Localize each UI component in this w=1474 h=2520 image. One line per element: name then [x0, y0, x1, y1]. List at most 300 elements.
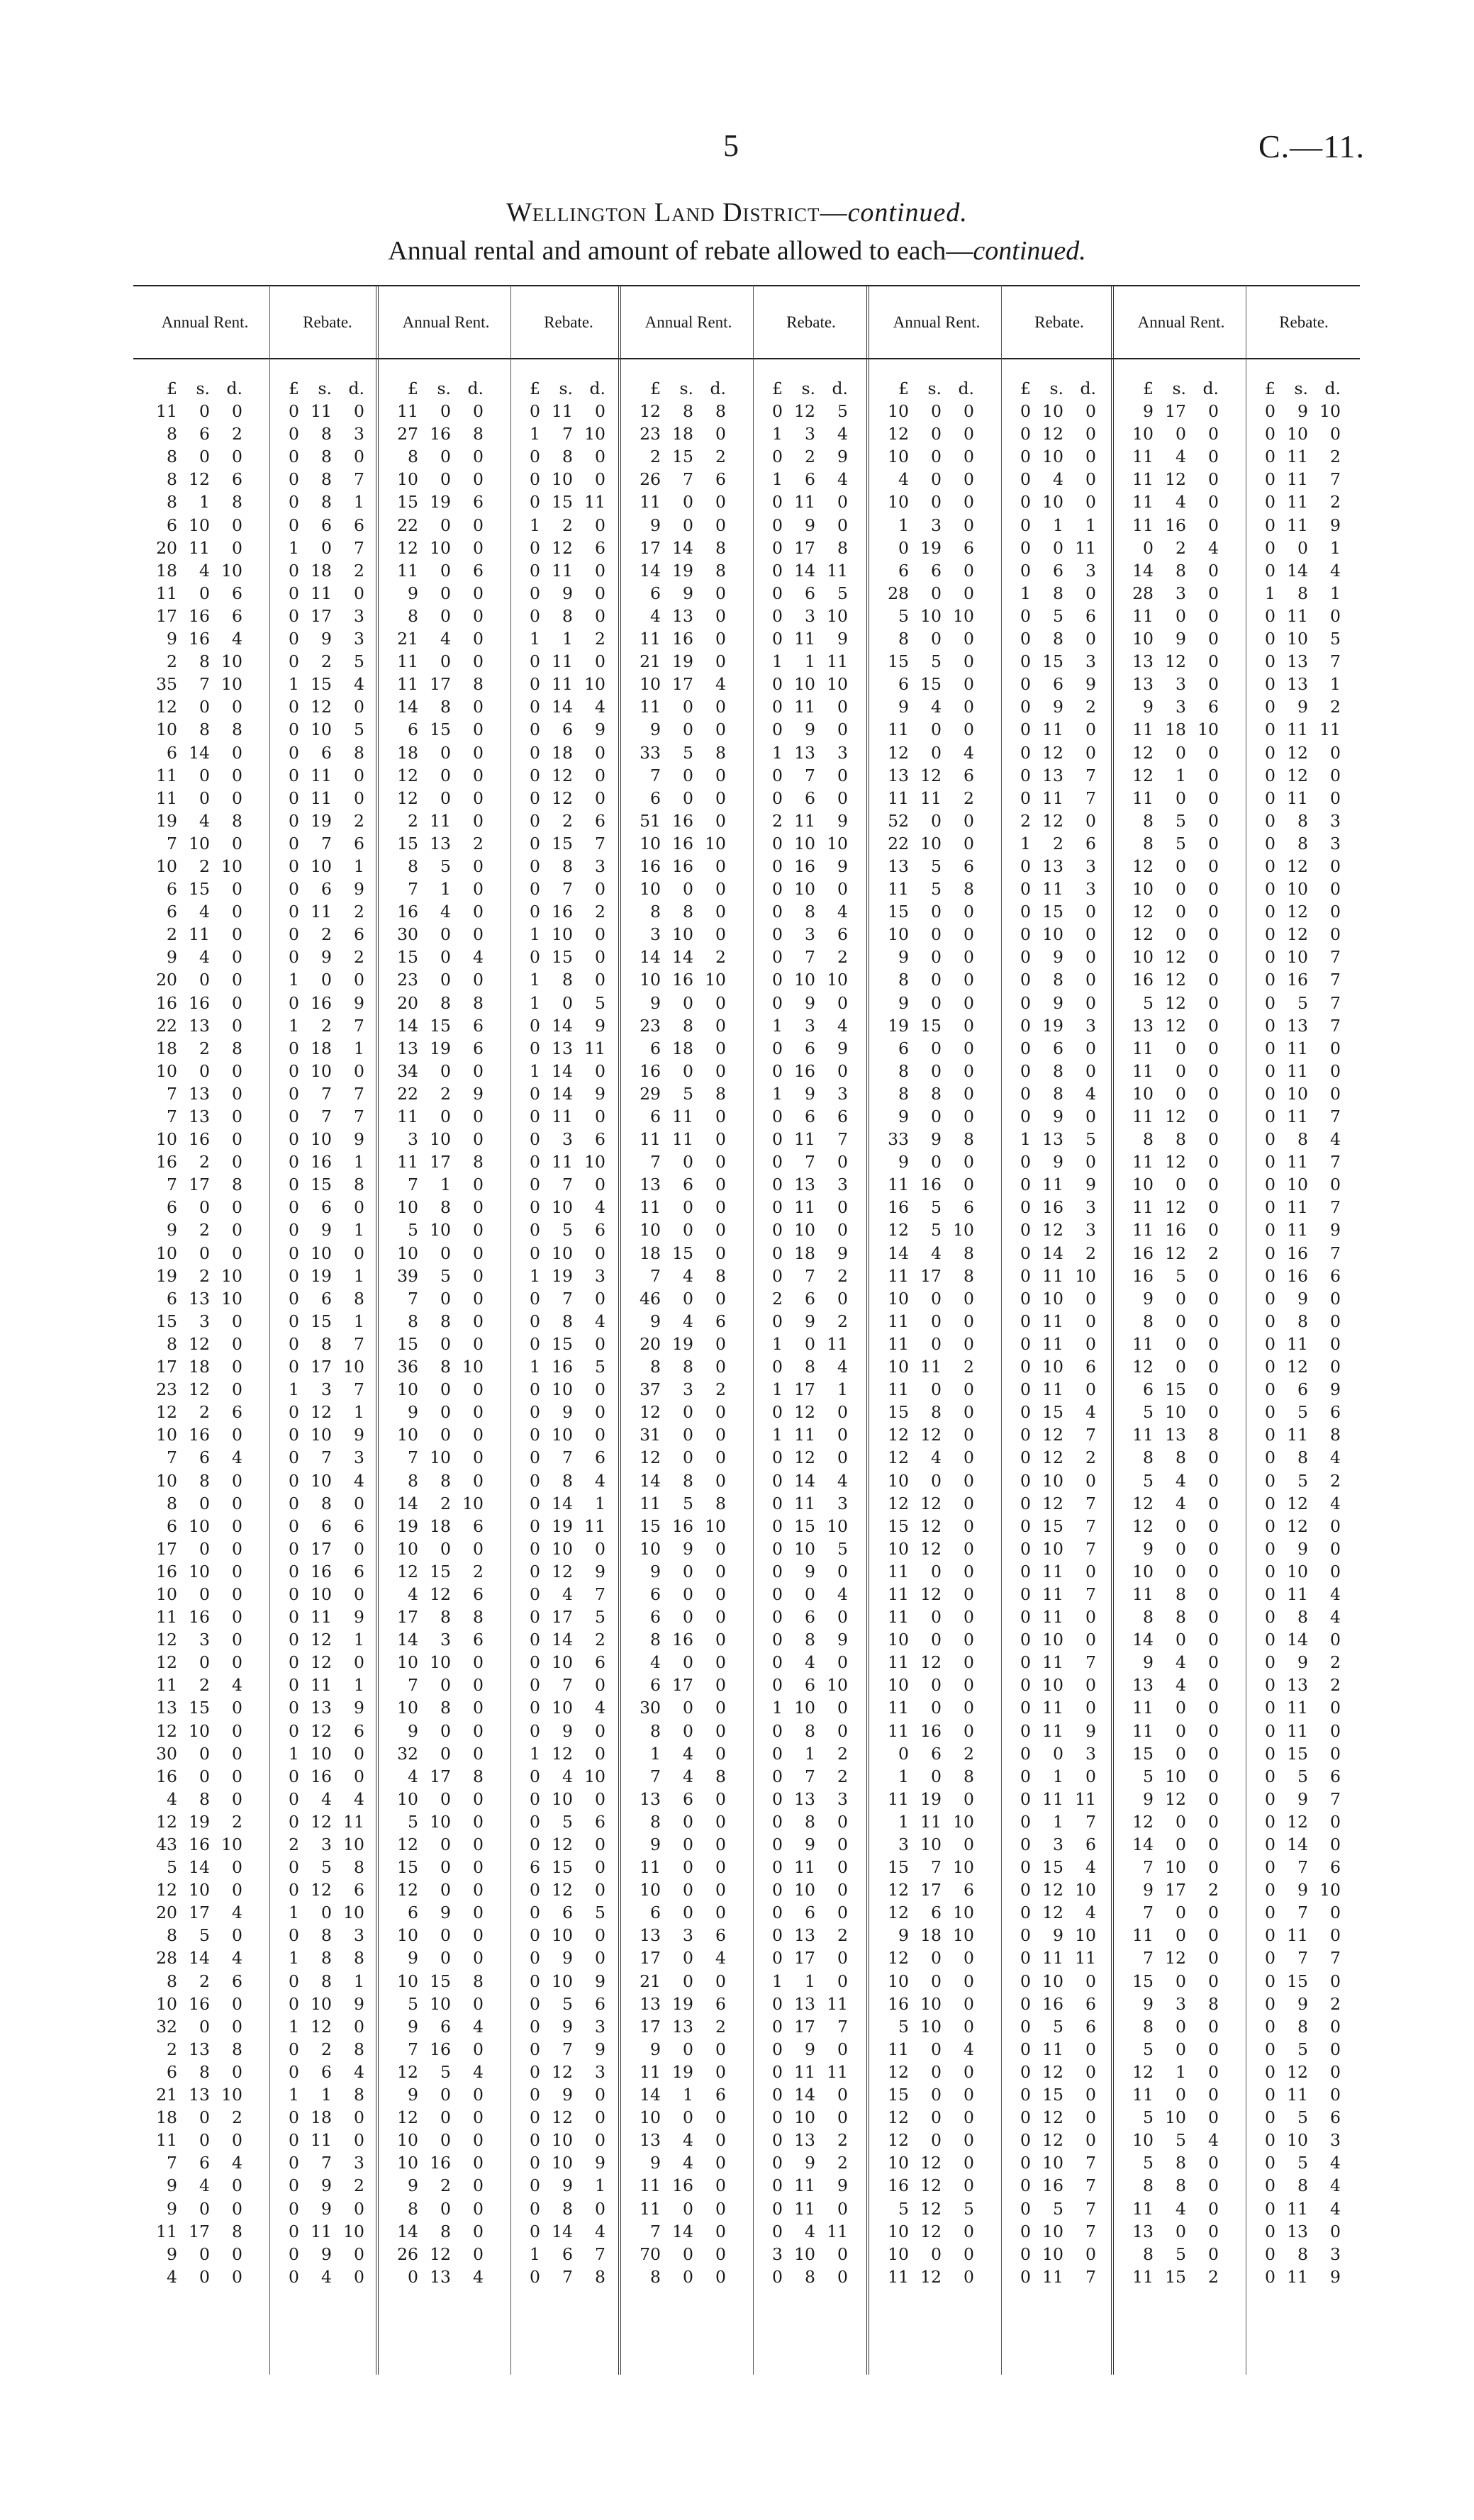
amount-cell: 8 16 0	[650, 1630, 726, 1650]
amount-cell: 0 10 5	[1265, 629, 1341, 649]
amount-cell: 0 15 0	[530, 947, 605, 968]
amount-cell: 0 13 3	[772, 1175, 848, 1195]
amount-cell: 0 11 1	[289, 1675, 364, 1696]
title-continued: continued.	[847, 198, 968, 228]
amount-cell: 0 18 9	[772, 1243, 848, 1263]
amount-cell: 0 15 0	[1020, 2085, 1096, 2105]
amount-cell: 9 6 4	[408, 2016, 484, 2037]
amount-cell: 5 10 10	[898, 605, 974, 626]
amount-cell: 0 7 8	[530, 2266, 605, 2287]
amount-cell: 11 5 8	[640, 1493, 726, 1513]
amount-cell: 0 10 0	[772, 1220, 848, 1241]
amount-cell: 0 10 9	[530, 2153, 605, 2173]
amount-cell: 28 14 4	[156, 1948, 242, 1969]
amount-cell: 0 8 0	[772, 1811, 848, 1832]
amount-cell: 0 7 0	[530, 1288, 605, 1309]
amount-cell: 0 12 0	[1020, 742, 1096, 763]
amount-cell: 10 0 0	[888, 1675, 974, 1696]
amount-cell: 1 14 0	[530, 1060, 605, 1081]
amount-cell: 0 12 0	[530, 2107, 605, 2128]
amount-cell: 10 16 10	[640, 970, 726, 990]
amount-cell: 5 10 0	[408, 1811, 484, 1832]
amount-cell: 0 8 1	[289, 492, 364, 513]
amount-cell: 11 0 4	[888, 2039, 974, 2059]
amount-cell: 0 18 2	[289, 560, 364, 581]
amount-cell: 0 12 7	[1020, 1425, 1096, 1445]
amount-cell: 0 10 0	[1265, 1083, 1341, 1104]
amount-cell: 0 9 2	[1265, 1652, 1341, 1673]
amount-cell: 11 4 0	[1132, 2198, 1219, 2219]
amount-cell: 0 11 11	[1265, 719, 1341, 740]
amount-cell: 16 16 0	[156, 992, 242, 1013]
amount-cell: 0 11 7	[1265, 469, 1341, 490]
amount-cell: 0 2 8	[289, 2039, 364, 2059]
amount-cell: 0 6 0	[289, 1197, 364, 1218]
amount-cell: 12 0 0	[640, 1447, 726, 1468]
amount-cell: 10 0 0	[640, 879, 726, 900]
amount-cell: 0 12 0	[1265, 2061, 1341, 2082]
amount-cell: 0 11 10	[530, 674, 605, 695]
amount-cell: 0 12 0	[772, 1402, 848, 1423]
amount-cell: 0 8 0	[530, 2198, 605, 2219]
amount-cell: 0 10 0	[530, 1379, 605, 1400]
amount-cell: 23 12 0	[156, 1379, 242, 1400]
amount-cell: 9 0 0	[650, 719, 726, 740]
amount-cell: 37 3 2	[640, 1379, 726, 1400]
amount-cell: 12 1 0	[1132, 765, 1219, 785]
amount-cell: 11 16 0	[888, 1720, 974, 1741]
amount-cell: 11 0 0	[1132, 2085, 1219, 2105]
amount-cell: 0 5 6	[1265, 2107, 1341, 2128]
amount-cell: 0 10 0	[1265, 1561, 1341, 1581]
amount-cell: 0 0 4	[772, 1584, 848, 1604]
amount-cell: 0 11 0	[772, 1197, 848, 1218]
units-row: £ s. d.	[1020, 379, 1096, 398]
amount-cell: 0 11 0	[1265, 605, 1341, 626]
amount-cell: 13 15 0	[156, 1698, 242, 1718]
amount-cell: 10 8 0	[397, 1197, 484, 1218]
amount-cell: 6 4 0	[167, 902, 242, 922]
amount-cell: 30 0 0	[397, 924, 484, 945]
amount-cell: 6 0 0	[650, 1903, 726, 1923]
amount-cell: 6 18 0	[650, 1038, 726, 1058]
amount-cell: 0 16 2	[530, 902, 605, 922]
amount-cell: 8 0 0	[898, 970, 974, 990]
amount-cell: 0 13 1	[1265, 674, 1341, 695]
amount-cell: 0 12 0	[530, 1880, 605, 1900]
amount-cell: 0 9 10	[1265, 401, 1341, 422]
amount-cell: 1 0 8	[898, 1766, 974, 1786]
amount-cell: 0 9 0	[772, 2039, 848, 2059]
amount-cell: 7 4 8	[650, 1766, 726, 1786]
amount-cell: 7 10 0	[167, 833, 242, 853]
amount-cell: 0 10 9	[530, 1971, 605, 1991]
amount-cell: 6 15 0	[408, 719, 484, 740]
amount-cell: 10 8 8	[156, 719, 242, 740]
amount-cell: 1 0 0	[289, 970, 364, 990]
amount-cell: 0 12 0	[1020, 424, 1096, 444]
amount-cell: 10 0 0	[397, 1788, 484, 1809]
amount-cell: 8 0 0	[650, 1720, 726, 1741]
amount-cell: 0 16 6	[289, 1561, 364, 1581]
amount-cell: 6 10 0	[167, 1516, 242, 1536]
amount-cell: 0 8 0	[772, 2266, 848, 2287]
amount-cell: 0 14 0	[1265, 1835, 1341, 1854]
amount-cell: 5 10 0	[1143, 2107, 1219, 2128]
amount-cell: 0 6 4	[289, 2061, 364, 2082]
amount-cell: 0 12 0	[1020, 2107, 1096, 2128]
amount-cell: 5 8 0	[1143, 2153, 1219, 2173]
amount-cell: 0 6 2	[898, 1743, 974, 1764]
amount-cell: 0 8 0	[289, 1493, 364, 1513]
amount-cell: 0 2 6	[289, 924, 364, 945]
amount-cell: 0 10 0	[1020, 924, 1096, 945]
amount-cell: 15 13 2	[397, 833, 484, 853]
amount-cell: 0 9 0	[1020, 992, 1096, 1013]
amount-cell: 11 4 0	[1132, 447, 1219, 467]
amount-cell: 0 9 0	[530, 1948, 605, 1969]
amount-cell: 8 2 6	[167, 1971, 242, 1991]
amount-cell: 1 0 5	[530, 992, 605, 1013]
amount-cell: 14 4 8	[888, 1243, 974, 1263]
amount-cell: 11 19 0	[888, 1788, 974, 1809]
amount-cell: 0 11 7	[1265, 1152, 1341, 1172]
amount-cell: 0 11 11	[1020, 1948, 1096, 1969]
amount-cell: 31 0 0	[640, 1425, 726, 1445]
amount-cell: 0 16 1	[289, 1152, 364, 1172]
amount-cell: 10 16 0	[156, 1993, 242, 2014]
amount-cell: 1 2 0	[530, 515, 605, 535]
amount-cell: 0 8 4	[1265, 1447, 1341, 1468]
amount-cell: 1 11 10	[898, 1811, 974, 1832]
amount-cell: 0 12 4	[1020, 1903, 1096, 1923]
amount-cell: 0 5 6	[530, 1811, 605, 1832]
amount-cell: 0 7 0	[530, 879, 605, 900]
amount-cell: 13 19 6	[397, 1038, 484, 1058]
amount-cell: 5 10 0	[1143, 1402, 1219, 1423]
amount-cell: 0 11 9	[1265, 515, 1341, 535]
amount-cell: 0 9 0	[1265, 1288, 1341, 1309]
amount-cell: 0 11 4	[1265, 1584, 1341, 1604]
amount-cell: 7 6 4	[167, 2153, 242, 2173]
amount-cell: 17 0 4	[640, 1948, 726, 1969]
amount-cell: 0 10 0	[772, 879, 848, 900]
amount-cell: 0 7 0	[530, 1675, 605, 1696]
amount-cell: 0 10 4	[530, 1197, 605, 1218]
amount-cell: 9 0 0	[650, 1561, 726, 1581]
amount-cell: 0 11 9	[289, 1607, 364, 1628]
amount-cell: 0 11 0	[1020, 719, 1096, 740]
amount-cell: 12 0 0	[397, 1835, 484, 1854]
amount-cell: 8 12 6	[167, 469, 242, 490]
amount-cell: 0 9 3	[530, 2016, 605, 2037]
amount-cell: 8 0 0	[650, 2266, 726, 2287]
amount-cell: 0 14 4	[1265, 560, 1341, 581]
amount-cell: 1 3 0	[898, 515, 974, 535]
amount-cell: 11 16 0	[640, 2175, 726, 2196]
amount-cell: 12 3 0	[156, 1630, 242, 1650]
amount-cell: 0 11 0	[1020, 1311, 1096, 1331]
amount-cell: 0 6 6	[772, 1107, 848, 1126]
amount-cell: 0 9 0	[772, 992, 848, 1013]
amount-cell: 12 10 0	[156, 1880, 242, 1900]
amount-cell: 10 0 0	[888, 1971, 974, 1991]
amount-cell: 10 0 0	[1132, 1561, 1219, 1581]
amount-cell: 0 11 10	[289, 2221, 364, 2241]
amount-cell: 13 6 0	[640, 1175, 726, 1195]
amount-cell: 0 11 0	[1265, 1720, 1341, 1741]
amount-cell: 0 7 7	[289, 1107, 364, 1126]
amount-cell: 1 2 7	[289, 1015, 364, 1036]
amount-cell: 0 12 0	[1265, 1357, 1341, 1377]
amount-cell: 11 16 0	[1132, 1220, 1219, 1241]
amount-cell: 7 0 0	[1143, 1903, 1219, 1923]
amount-cell: 0 6 10	[772, 1675, 848, 1696]
amount-cell: 10 0 0	[1132, 424, 1219, 444]
amount-cell: 8 8 0	[1143, 1607, 1219, 1628]
amount-cell: 12 0 0	[888, 1948, 974, 1969]
amount-cell: 0 11 7	[1020, 2266, 1096, 2287]
amount-cell: 2 11 0	[167, 924, 242, 945]
amount-cell: 7 14 0	[650, 2221, 726, 2241]
header-rebate: Rebate.	[786, 313, 836, 331]
amount-cell: 11 19 0	[640, 2061, 726, 2082]
amount-cell: 9 17 0	[1143, 401, 1219, 422]
amount-cell: 0 14 4	[530, 2221, 605, 2241]
amount-cell: 0 6 0	[1020, 1038, 1096, 1058]
amount-cell: 0 9 1	[530, 2175, 605, 2196]
amount-cell: 52 0 0	[888, 810, 974, 831]
amount-cell: 1 12 0	[530, 1743, 605, 1764]
amount-cell: 6 9 0	[650, 583, 726, 603]
amount-cell: 11 12 0	[1132, 1107, 1219, 1126]
amount-cell: 0 10 0	[772, 1880, 848, 1900]
amount-cell: 20 0 0	[156, 970, 242, 990]
amount-cell: 4 0 0	[650, 1652, 726, 1673]
amount-cell: 0 11 0	[289, 583, 364, 603]
amount-cell: 0 11 0	[1020, 1333, 1096, 1354]
amount-cell: 11 2 4	[156, 1675, 242, 1696]
amount-cell: 13 3 0	[1132, 674, 1219, 695]
amount-cell: 0 13 3	[1020, 856, 1096, 876]
amount-cell: 9 17 2	[1143, 1880, 1219, 1900]
amount-cell: 0 10 10	[772, 674, 848, 695]
amount-cell: 0 11 0	[530, 651, 605, 672]
amount-cell: 0 11 0	[1265, 1038, 1341, 1058]
amount-cell: 12 0 0	[1132, 1516, 1219, 1536]
amount-cell: 36 8 10	[397, 1357, 484, 1377]
amount-cell: 6 0 0	[167, 1197, 242, 1218]
amount-cell: 9 0 0	[1143, 1538, 1219, 1559]
amount-cell: 0 16 9	[289, 992, 364, 1013]
amount-cell: 0 15 0	[530, 1333, 605, 1354]
amount-cell: 10 12 0	[888, 2221, 974, 2241]
amount-cell: 15 0 0	[1132, 1971, 1219, 1991]
amount-cell: 0 11 0	[1020, 1561, 1096, 1581]
amount-cell: 11 18 10	[1132, 719, 1219, 740]
amount-cell: 21 4 0	[397, 629, 484, 649]
amount-cell: 16 0 0	[640, 1060, 726, 1081]
amount-cell: 6 0 0	[650, 1584, 726, 1604]
amount-cell: 6 10 0	[167, 515, 242, 535]
amount-cell: 11 16 0	[1132, 515, 1219, 535]
amount-cell: 0 10 0	[1020, 2244, 1096, 2264]
amount-cell: 11 0 0	[640, 492, 726, 513]
amount-cell: 0 9 2	[289, 947, 364, 968]
amount-cell: 0 13 0	[1265, 2221, 1341, 2241]
amount-cell: 0 5 6	[530, 1220, 605, 1241]
amount-cell: 10 0 0	[888, 2244, 974, 2264]
amount-cell: 4 13 0	[650, 605, 726, 626]
amount-cell: 26 7 6	[640, 469, 726, 490]
amount-cell: 0 12 0	[1020, 2061, 1096, 2082]
amount-cell: 11 0 0	[1132, 788, 1219, 808]
amount-cell: 0 11 0	[1265, 1060, 1341, 1081]
amount-cell: 7 13 0	[167, 1107, 242, 1126]
amount-cell: 0 9 0	[772, 1561, 848, 1581]
amount-cell: 14 15 6	[397, 1015, 484, 1036]
amount-cell: 13 4 0	[640, 2130, 726, 2151]
amount-cell: 1 8 1	[1265, 583, 1341, 603]
amount-cell: 0 13 7	[1265, 1015, 1341, 1036]
amount-cell: 0 6 5	[530, 1903, 605, 1923]
amount-cell: 6 0 0	[898, 1038, 974, 1058]
amount-cell: 2 8 10	[167, 651, 242, 672]
amount-cell: 17 18 0	[156, 1357, 242, 1377]
amount-cell: 6 15 0	[898, 674, 974, 695]
amount-cell: 12 1 0	[1132, 2061, 1219, 2082]
amount-cell: 0 9 0	[289, 2198, 364, 2219]
amount-cell: 0 14 4	[530, 697, 605, 717]
amount-cell: 30 0 0	[640, 1698, 726, 1718]
amount-cell: 12 0 0	[397, 2107, 484, 2128]
amount-cell: 0 7 3	[289, 1447, 364, 1468]
amount-cell: 11 17 8	[888, 1265, 974, 1286]
amount-cell: 11 0 0	[888, 1698, 974, 1718]
amount-cell: 29 5 8	[640, 1083, 726, 1104]
amount-cell: 16 12 0	[888, 2175, 974, 2196]
amount-cell: 2 12 0	[1020, 810, 1096, 831]
amount-cell: 0 11 0	[1020, 1698, 1096, 1718]
amount-cell: 0 9 0	[1020, 1152, 1096, 1172]
header-annual-rent: Annual Rent.	[402, 313, 490, 331]
amount-cell: 0 10 0	[772, 2107, 848, 2128]
amount-cell: 6 17 0	[650, 1675, 726, 1696]
amount-cell: 20 11 0	[156, 537, 242, 558]
amount-cell: 1 8 0	[530, 970, 605, 990]
amount-cell: 0 11 0	[1265, 788, 1341, 808]
amount-cell: 0 10 6	[530, 1652, 605, 1673]
amount-cell: 5 4 0	[1143, 1470, 1219, 1491]
amount-cell: 0 6 9	[289, 879, 364, 900]
amount-cell: 10 0 0	[397, 2130, 484, 2151]
units-row: £ s. d.	[167, 379, 242, 398]
header-annual-rent: Annual Rent.	[893, 313, 981, 331]
amount-cell: 8 1 8	[167, 492, 242, 513]
amount-cell: 0 10 0	[1020, 1630, 1096, 1650]
amount-cell: 0 11 8	[1265, 1425, 1341, 1445]
amount-cell: 10 16 0	[156, 1129, 242, 1150]
amount-cell: 1 11 0	[772, 1425, 848, 1445]
amount-cell: 6 15 0	[167, 879, 242, 900]
amount-cell: 1 0 10	[289, 1903, 364, 1923]
amount-cell: 1 1 2	[530, 629, 605, 649]
amount-cell: 0 1 0	[1020, 1766, 1096, 1786]
amount-cell: 4 12 6	[408, 1584, 484, 1604]
amount-cell: 10 0 0	[888, 1288, 974, 1309]
amount-cell: 0 18 1	[289, 1038, 364, 1058]
amount-cell: 0 6 9	[772, 1038, 848, 1058]
amount-cell: 8 5 0	[408, 856, 484, 876]
amount-cell: 19 18 6	[397, 1516, 484, 1536]
amount-cell: 7 0 0	[650, 765, 726, 785]
amount-cell: 0 10 0	[1020, 1675, 1096, 1696]
amount-cell: 16 10 0	[156, 1561, 242, 1581]
amount-cell: 0 6 9	[530, 719, 605, 740]
header-rebate: Rebate.	[1034, 313, 1084, 331]
amount-cell: 10 0 0	[397, 1243, 484, 1263]
amount-cell: 0 4 0	[772, 1652, 848, 1673]
amount-cell: 0 11 10	[1020, 1265, 1096, 1286]
amount-cell: 0 16 3	[1020, 1197, 1096, 1218]
amount-cell: 10 12 0	[1132, 947, 1219, 968]
amount-cell: 0 9 2	[772, 1311, 848, 1331]
amount-cell: 9 0 0	[898, 992, 974, 1013]
amount-cell: 0 12 0	[1265, 742, 1341, 763]
amount-cell: 0 13 2	[772, 1925, 848, 1946]
amount-cell: 5 12 5	[898, 2198, 974, 2219]
amount-cell: 7 1 0	[408, 1175, 484, 1195]
amount-cell: 0 10 0	[289, 1060, 364, 1081]
amount-cell: 6 0 0	[650, 788, 726, 808]
amount-cell: 2 6 0	[772, 1288, 848, 1309]
amount-cell: 0 10 10	[772, 970, 848, 990]
amount-cell: 0 8 0	[1265, 2016, 1341, 2037]
amount-cell: 9 0 0	[408, 1948, 484, 1969]
amount-cell: 6 13 10	[167, 1288, 242, 1309]
amount-cell: 21 0 0	[640, 1971, 726, 1991]
subtitle-continued: continued.	[973, 236, 1086, 266]
amount-cell: 9 4 0	[898, 697, 974, 717]
amount-cell: 8 0 0	[408, 2198, 484, 2219]
amount-cell: 0 7 3	[289, 2153, 364, 2173]
amount-cell: 10 16 0	[397, 2153, 484, 2173]
amount-cell: 0 11 0	[772, 697, 848, 717]
amount-cell: 15 0 4	[397, 947, 484, 968]
amount-cell: 0 10 9	[289, 1129, 364, 1150]
amount-cell: 23 0 0	[397, 970, 484, 990]
amount-cell: 0 16 7	[1020, 2175, 1096, 2196]
amount-cell: 0 9 2	[772, 2153, 848, 2173]
amount-cell: 32 0 0	[156, 2016, 242, 2037]
amount-cell: 0 11 7	[772, 1129, 848, 1150]
amount-cell: 2 15 2	[650, 447, 726, 467]
amount-cell: 0 11 0	[530, 560, 605, 581]
amount-cell: 8 0 0	[898, 1060, 974, 1081]
amount-cell: 9 18 10	[898, 1925, 974, 1946]
amount-cell: 1 16 5	[530, 1357, 605, 1377]
units-row: £ s. d.	[650, 379, 726, 398]
amount-cell: 0 7 6	[530, 1447, 605, 1468]
amount-cell: 10 8 0	[397, 1698, 484, 1718]
amount-cell: 22 10 0	[888, 833, 974, 853]
annual-rent-column	[873, 377, 1000, 2288]
rebate-column	[516, 377, 625, 2288]
amount-cell: 0 12 0	[530, 765, 605, 785]
amount-cell: 0 11 9	[1265, 2266, 1341, 2287]
amount-cell: 7 16 0	[408, 2039, 484, 2059]
amount-cell: 8 5 0	[1143, 810, 1219, 831]
